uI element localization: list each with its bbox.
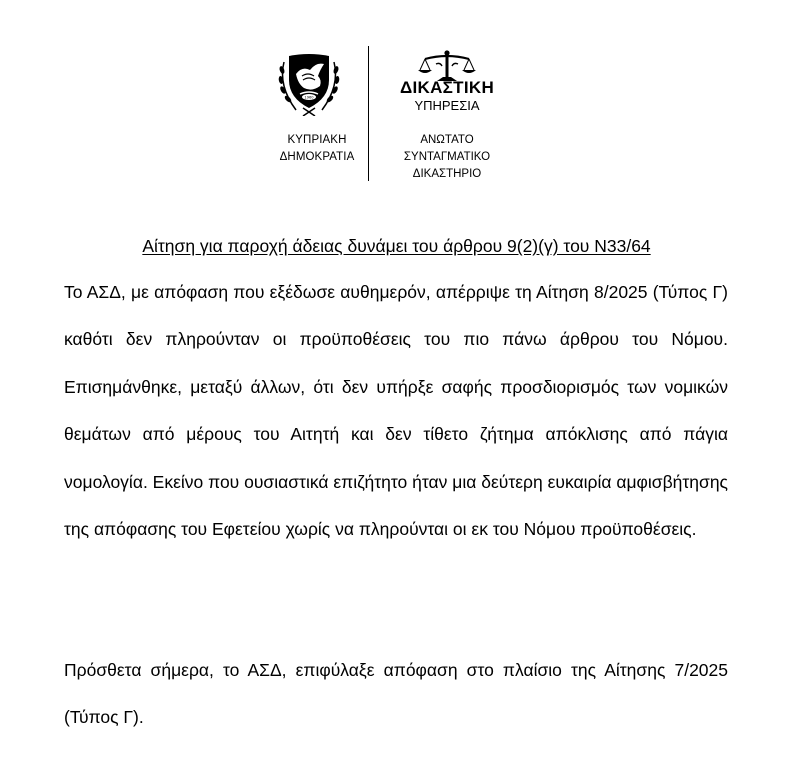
body-paragraph-1: Το ΑΣΔ, με απόφαση που εξέδωσε αυθημερόν, απέρριψε τη Αίτηση 8/2025 (Τύπος Γ) καθότι δεν πληρούνταν οι προϋποθέσεις του πιο πάνω άρθρου του Νόμου. Επισημάνθηκε, μεταξύ άλλων, ότι δεν υπήρξε σαφής προσδιορισμός των νομικών θεμάτων από μέρους του Αιτητή και δεν τίθετο ζήτημα απόκλισης από πάγια νομολογία. Εκείνο που ουσιαστικά επιζήτητο ήταν μια δεύτερη ευκαιρία αμφισβήτησης της απόφασης του Εφετείου χωρίς να πληρούνται οι εκ του Νόμου προϋποθέσεις. [64,282,728,540]
body-paragraph-2: Πρόσθετα σήμερα, το ΑΣΔ, επιφύλαξε απόφαση στο πλαίσιο της Αίτησης 7/2025 (Τύπος Γ). [64,660,728,728]
country-caption-line1: ΚΥΠΡΙΑΚΗ [287,134,347,146]
court-caption-line2: ΣΥΝΤΑΓΜΑΤΙΚΟ [403,151,491,163]
letterhead [0,46,807,181]
document-title: Αίτηση για παροχή άδειας δυνάμει του άρθρου 9(2)(γ) του Ν33/64 [142,236,651,256]
header-divider [368,46,369,181]
court-caption-line1: ΑΝΩΤΑΤΟ [420,134,474,146]
coat-of-arms-year: 1960 [304,95,314,100]
country-caption-line2: ΔΗΜΟΚΡΑΤΙΑ [279,151,355,163]
court-caption [392,132,502,183]
brand-subtitle: ΥΠΗΡΕΣΙΑ [414,98,480,113]
country-caption [262,132,372,166]
court-caption-line3: ΔΙΚΑΣΤΗΡΙΟ [412,168,482,180]
brand-title: ΔΙΚΑΣΤΙΚΗ [399,78,495,97]
coat-of-arms-icon [276,50,342,116]
